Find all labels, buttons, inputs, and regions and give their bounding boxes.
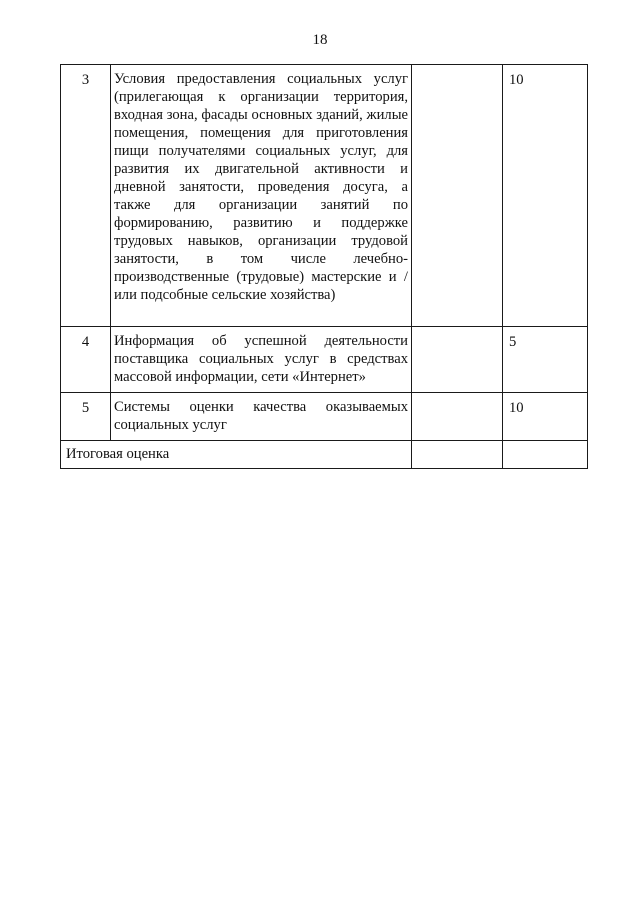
max-score: 10 <box>503 393 588 441</box>
max-score: 5 <box>503 327 588 393</box>
criterion-text: Информация об успешной деятельности поставщика социальных услуг в средствах массовой информации, сети «Интернет» <box>111 327 412 393</box>
empty-cell <box>412 327 503 393</box>
total-empty-cell <box>412 441 503 469</box>
table-row <box>61 393 588 441</box>
page-number: 18 <box>312 32 328 48</box>
row-number: 3 <box>61 65 111 327</box>
row-number: 4 <box>61 327 111 393</box>
criterion-text: Условия предоставления социальных услуг (прилегающая к организации территория, входная зона, фасады основных зданий, жилые помещения, помещения для приготовления пищи получателями социальных услуг, для развития их двигательной активности и дневной занятости, проведения досуга, а также для организации занятий по формированию, развитию и поддержке трудовых навыков, организации трудовой занятости, в том числе лечебно-производственные (трудовые) мастерские и /или подсобные сельские хозяйства) <box>111 65 412 327</box>
criterion-text: Системы оценки качества оказываемых социальных услуг <box>111 393 412 441</box>
total-row <box>61 441 588 469</box>
total-label: Итоговая оценка <box>61 441 412 469</box>
row-number: 5 <box>61 393 111 441</box>
table-row <box>61 65 588 327</box>
max-score: 10 <box>503 65 588 327</box>
empty-cell <box>412 393 503 441</box>
criteria-score-table <box>60 64 588 469</box>
total-score <box>503 441 588 469</box>
table-row <box>61 327 588 393</box>
empty-cell <box>412 65 503 327</box>
